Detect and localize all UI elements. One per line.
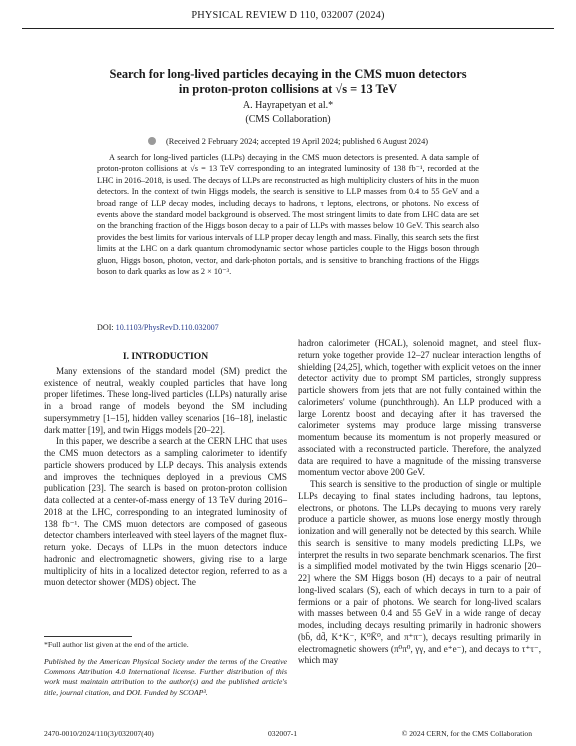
paragraph: This search is sensitive to the production of single or multiple LLPs decaying to final states including hadrons, tau leptons, electrons, or photons. The LLPs decaying to muons very rarely produce a particle shower, as muons lose energy mostly through ionization and will generally not be detected by this search. While this search is sensitive to many models predicting LLPs, we interpret the results in two separate benchmark scenarios. The first is a simplified model motivated by the twin Higgs scenario [20–22] where the SM Higgs boson (H) decays to a pair of neutral long-lived scalars (S), each of which decays in turn to a pair of fermions or a pair of photons. We search for long-lived scalars with masses between 0.4 and 55 GeV in a wide range of decay modes, including decays resulting primarily in hadronic showers (bb̄, dd̄, K⁺K⁻, K⁰K̄⁰, and π⁺π⁻), decays resulting primarily in electromagnetic showers (π⁰π⁰, γγ, and e⁺e⁻), and decays to τ⁺τ⁻, which may: [298, 479, 541, 666]
paragraph: Many extensions of the standard model (SM) predict the existence of neutral, weakly coupled particles that have long proper lifetimes. These long-lived particles (LLPs) naturally arise in a broad range of models beyond the SM including supersymmetry [1–15], hidden valley scenarios [16–18], inelastic dark matter [19], and twin Higgs models [20–22].: [44, 365, 287, 435]
paper-title: [60, 67, 516, 97]
footer-issn: 2470-0010/2024/110(3)/032007(40): [44, 729, 154, 738]
doi-link[interactable]: 10.1103/PhysRevD.110.032007: [115, 323, 219, 332]
abstract: A search for long-lived particles (LLPs) decaying in the CMS muon detectors is presented. A data sample of proton-proton collisions at √s = 13 TeV corresponding to an integrated luminosity of 138 fb⁻¹, recorded at the LHC in 2016–2018, is used. The decays of LLPs are reconstructed as high multiplicity clusters of hits in the muon detectors. In the context of twin Higgs models, the search is sensitive to LLP masses from 0.4 to 55 GeV and a broad range of LLP decay modes, including decays to hadrons, τ leptons, electrons, or photons. No excess of events above the standard model background is observed. The most stringent limits to date from LHC data are set on the branching fraction of the Higgs boson decay to a pair of LLPs with masses below 10 GeV. This search also provides the best limits for various intervals of LLP proper decay length and mass. Finally, this search sets the first limits at the LHC on a dark quantum chromodynamic sector whose particles couple to the Higgs boson through gluon, Higgs boson, photon, vector, and dark-photon portals, and is sensitive to branching fractions of the Higgs boson to dark quarks as low as 2 × 10⁻³.: [97, 153, 479, 277]
doi: [97, 323, 219, 332]
journal-header: PHYSICAL REVIEW D 110, 032007 (2024): [191, 10, 385, 21]
license-notice: Published by the American Physical Society under the terms of the Creative Commons Attribution 4.0 International license. Further distribution of this work must maintain attribution to the author(s) and the published article's title, journal citation, and DOI. Funded by SCOAP³.: [44, 657, 287, 697]
title-line-1: Search for long-lived particles decaying in the CMS muon detectors: [109, 67, 467, 81]
page-number: 032007-1: [268, 729, 298, 738]
doi-label: DOI:: [97, 323, 114, 332]
author-footnote: *Full author list given at the end of the article.: [44, 640, 189, 649]
collaboration: (CMS Collaboration): [245, 114, 331, 125]
paragraph: In this paper, we describe a search at the CERN LHC that uses the CMS muon detectors as a sampling calorimeter to identify particle showers produced by LLP decays. This analysis extends and improves the techniques deployed in a previous CMS publication [23]. The search is based on proton-proton collision data collected at a center-of-mass energy of 13 TeV during 2016–2018 at the LHC, corresponding to an integrated luminosity of 138 fb⁻¹. The CMS muon detectors are composed of gaseous detector chambers interleaved with steel layers of the magnet flux-return yoke. Decays of LLPs in the muon detectors induce hadronic and electromagnetic showers, giving rise to a large multiplicity of hits in a localized detector region, referred to as a muon detector shower (MDS) object. The: [44, 436, 287, 588]
paragraph: hadron calorimeter (HCAL), solenoid magnet, and steel flux-return yoke together provide 12–27 nuclear interaction lengths of shielding [24,25], which, together with explicit vetoes on the inner detector activity due to prompt SM particles, strongly suppress particle showers from jets that are not fully contained within the calorimeters' volume (punchthrough). An LLP produced with a large Lorentz boost and decaying after it has traversed the calorimeter systems may produce large missing transverse momentum because its momentum is not properly measured or associated with a reconstructed particle. Therefore, the analyzed data are required to have a magnitude of the missing transverse momentum vector above 200 GeV.: [298, 338, 541, 478]
publication-dates: [0, 137, 576, 146]
authors: A. Hayrapetyan et al.*: [242, 100, 334, 111]
footnote-rule: [44, 636, 132, 637]
section-heading: I. INTRODUCTION: [122, 351, 209, 362]
check-for-updates-icon[interactable]: [148, 137, 156, 145]
header-rule: [22, 28, 554, 29]
dates-text: (Received 2 February 2024; accepted 19 April 2024; published 6 August 2024): [166, 137, 428, 146]
title-line-2: in proton-proton collisions at √s = 13 TeV: [178, 82, 398, 96]
right-column: [298, 338, 541, 667]
left-column: [44, 351, 287, 589]
copyright: © 2024 CERN, for the CMS Collaboration: [401, 729, 532, 738]
